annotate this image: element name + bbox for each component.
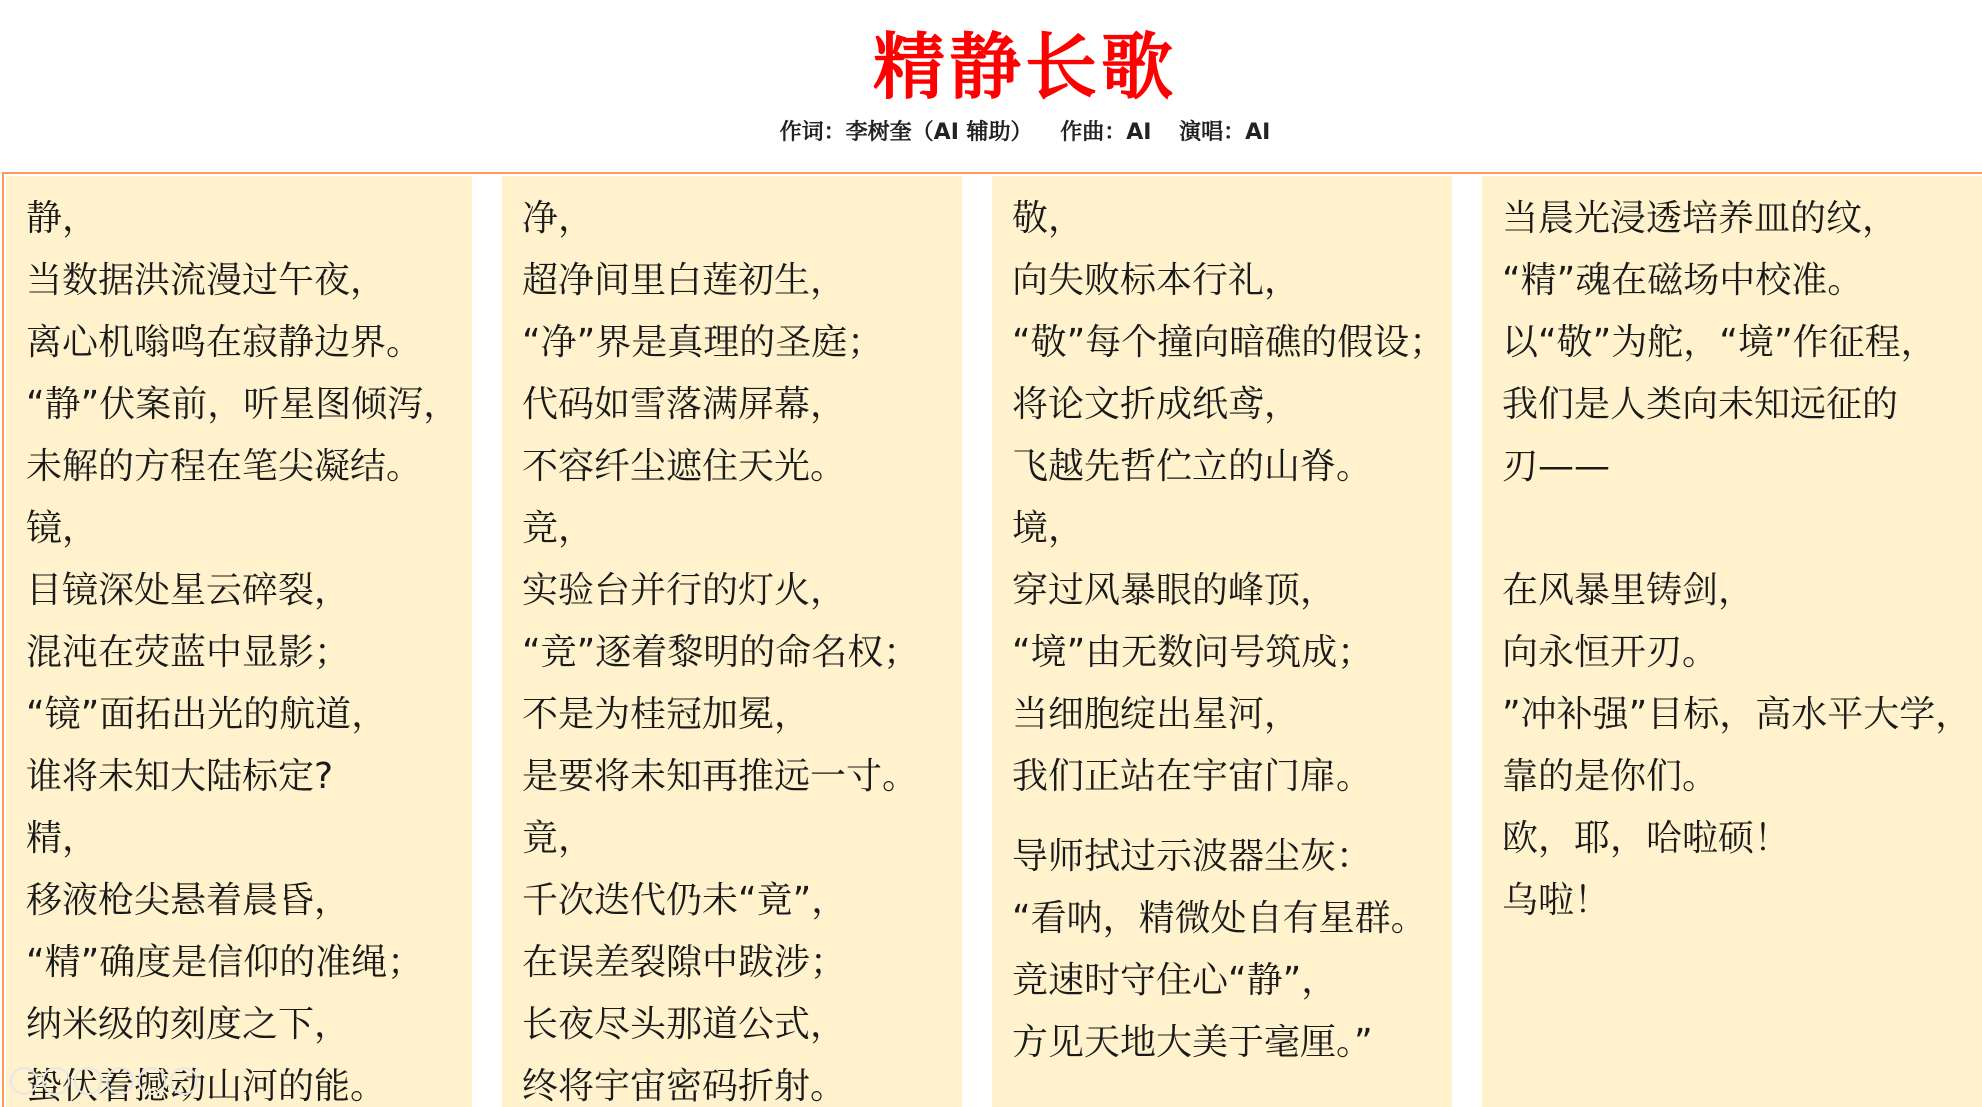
lyric-line: 当细胞绽出星河， [1012,694,1301,735]
lyric-line: 净， [522,198,595,239]
lyric-line: 向失败标本行礼， [1012,260,1301,301]
lyric-line: “精”确度是信仰的准绳； [26,942,424,983]
lyric-line: 目镜深处星云碎裂， [26,570,351,611]
lyric-line: ”冲补强”目标，高水平大学， [1502,694,1972,735]
lyric-line: 是要将未知再推远一寸。 [522,756,919,797]
lyric-line: 静， [26,198,99,239]
lyric-line: 我们正站在宇宙门扉。 [1012,756,1373,797]
pen-tool-icon[interactable] [42,1067,70,1095]
lyric-line: 将论文折成纸鸢， [1012,384,1301,425]
lyric-line: 当晨光浸透培养皿的纹， [1502,198,1899,239]
lyric-line: 移液枪尖悬着晨昏， [26,880,351,921]
lyric-line: 靠的是你们。 [1502,756,1719,797]
lyric-line: 竞， [522,508,595,549]
lyric-line: 竟， [522,818,595,859]
song-title: 精静长歌 [872,25,1177,109]
lyrics-column-1 [6,176,472,1107]
lyric-line: 乌啦！ [1502,880,1611,921]
next-slide-icon[interactable] [170,1067,198,1095]
lyric-line: 超净间里白莲初生， [522,260,847,301]
lyric-line: “竞”逐着黎明的命名权； [522,632,920,673]
lyric-line: “静”伏案前，听星图倾泻， [26,384,460,425]
lyric-line: “精”魂在磁场中校准。 [1502,260,1864,301]
lyric-line: 精， [26,818,99,859]
lyric-line: 不容纤尘遮住天光。 [522,446,847,487]
lyric-line: 实验台并行的灯火， [522,570,847,611]
lyric-line: 纳米级的刻度之下， [26,1004,351,1045]
more-options-icon[interactable] [138,1067,166,1095]
slides-overview-icon[interactable] [74,1067,102,1095]
lyric-line: 欧，耶，哈啦硕！ [1502,818,1791,859]
lyric-line: 敬， [1012,198,1085,239]
song-credits [0,118,1982,148]
lyric-line: 穿过风暴眼的峰顶， [1012,570,1337,611]
lyric-line: 蛰伏着撼动山河的能。 [26,1066,387,1107]
lyric-line: “看呐，精微处自有星群。 [1012,898,1427,939]
lyric-line: 代码如雪落满屏幕， [522,384,847,425]
vocalist-credit: 演唱：AI [1179,120,1271,145]
lyric-line: 未解的方程在笔尖凝结。 [26,446,423,487]
lyric-line: 千次迭代仍未“竟”， [522,880,848,921]
composer-credit: 作曲：AI [1060,120,1152,145]
lyric-line: 长夜尽头那道公式， [522,1004,847,1045]
lyric-line: 飞越先哲伫立的山脊。 [1012,446,1373,487]
lyric-line: 镜， [26,508,99,549]
lyric-line: “净”界是真理的圣庭； [522,322,884,363]
stanza-gap [1502,498,1982,560]
prev-slide-icon[interactable] [10,1067,38,1095]
lyricist-credit: 作词：李树奎（AI 辅助） [779,120,1033,145]
stanza-gap [1012,808,1452,826]
slide-controls [10,1067,198,1095]
lyric-line: 刃—— [1502,446,1611,487]
lyric-line: 在误差裂隙中跋涉； [522,942,847,983]
lyric-line: 终将宇宙密码折射。 [522,1066,847,1107]
lyric-line: 向永恒开刃。 [1502,632,1719,673]
lyric-line: 谁将未知大陆标定? [26,756,334,797]
lyric-line: 混沌在荧蓝中显影； [26,632,351,673]
lyric-line: 当数据洪流漫过午夜， [26,260,387,301]
lyric-line: 不是为桂冠加冕， [522,694,811,735]
lyric-line: 我们是人类向未知远征的 [1502,384,1899,425]
lyrics-column-3 [992,176,1452,1107]
lyric-line: 境， [1012,508,1085,549]
lyric-line: “境”由无数问号筑成； [1012,632,1374,673]
lyrics-panel [2,172,1982,1107]
lyrics-column-2 [502,176,962,1107]
lyric-line: “敬”每个撞向暗礁的假设； [1012,322,1446,363]
lyric-line: 竞速时守住心“静”， [1012,960,1338,1001]
lyric-line: 离心机嗡鸣在寂静边界。 [26,322,423,363]
lyric-line: “镜”面拓出光的航道， [26,694,388,735]
zoom-icon[interactable] [106,1067,134,1095]
lyric-line: 导师拭过示波器尘灰： [1012,836,1373,877]
lyric-line: 方见天地大美于毫厘。” [1012,1022,1373,1063]
lyrics-column-4 [1482,176,1982,1107]
lyric-line: 以“敬”为舵，“境”作征程， [1502,322,1937,363]
lyric-line: 在风暴里铸剑， [1502,570,1755,611]
